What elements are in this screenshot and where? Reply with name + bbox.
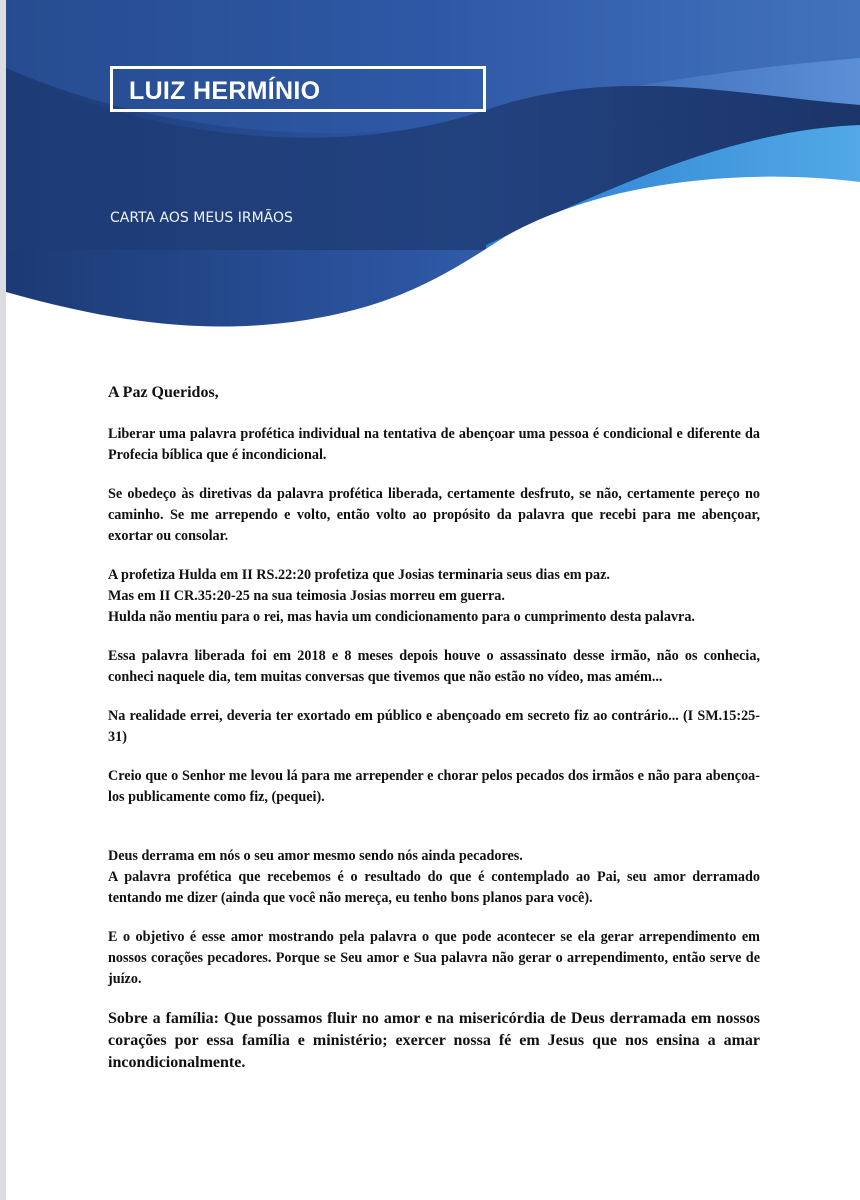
paragraph	[108, 927, 760, 990]
paragraph-line: Creio que o Senhor me levou lá para me arrepender e chorar pelos pecados dos irmãos e não para abençoa-los publicamente como fiz, (pequei).	[108, 768, 760, 805]
paragraph-line: A palavra profética que recebemos é o resultado do que é contemplado ao Pai, seu amor derramado tentando me dizer (ainda que você não mereça, eu tenho bons planos para você).	[108, 869, 760, 906]
paragraph-line: Mas em II CR.35:20-25 na sua teimosia Josias morreu em guerra.	[108, 588, 505, 604]
paragraph-line: A profetiza Hulda em II RS.22:20 profetiza que Josias terminaria seus dias em paz.	[108, 567, 610, 583]
author-name: LUIZ HERMÍNIO	[129, 77, 321, 105]
paragraph	[108, 706, 760, 748]
paragraph-line: E o objetivo é esse amor mostrando pela palavra o que pode acontecer se ela gerar arrependimento em nossos corações pecadores. Porque se Seu amor e Sua palavra não gerar o arrependimento, então serve de juízo.	[108, 929, 760, 987]
paragraph-line: Essa palavra liberada foi em 2018 e 8 meses depois houve o assassinato desse irmão, não os conhecia, conheci naquele dia, tem muitas conversas que tivemos que não estão no vídeo, mas amém...	[108, 648, 760, 685]
header-wave-graphic	[6, 0, 860, 340]
paragraph-line: Deus derrama em nós o seu amor mesmo sendo nós ainda pecadores.	[108, 848, 523, 864]
paragraph	[108, 565, 760, 628]
paragraph	[108, 424, 760, 466]
paragraph-line: Liberar uma palavra profética individual na tentativa de abençoar uma pessoa é condicional e diferente da Profecia bíblica que é incondicional.	[108, 426, 760, 463]
paragraph	[108, 766, 760, 808]
paragraph-line: Sobre a família: Que possamos fluir no amor e na misericórdia de Deus derramada em nossos corações por essa família e ministério; exercer nossa fé em Jesus que nos ensina a amar incondicionalmente.	[108, 1010, 760, 1071]
greeting: A Paz Queridos,	[108, 384, 219, 401]
letter-body	[108, 384, 760, 1092]
author-name-box	[110, 66, 486, 112]
paragraph-line: Se obedeço às diretivas da palavra profética liberada, certamente desfruto, se não, certamente pereço no caminho. Se me arrependo e volto, então volto ao propósito da palavra que recebi para me abençoar, exortar ou consolar.	[108, 486, 760, 544]
paragraph-line: Hulda não mentiu para o rei, mas havia um condicionamento para o cumprimento desta palavra.	[108, 609, 695, 625]
document-subtitle: CARTA AOS MEUS IRMÃOS	[110, 210, 293, 226]
paragraph	[108, 646, 760, 688]
closing-paragraph	[108, 1008, 760, 1074]
paragraph-line: Na realidade errei, deveria ter exortado em público e abençoado em secreto fiz ao contrário... (I SM.15:25-31)	[108, 708, 760, 745]
paragraph	[108, 484, 760, 547]
paragraph	[108, 846, 760, 909]
